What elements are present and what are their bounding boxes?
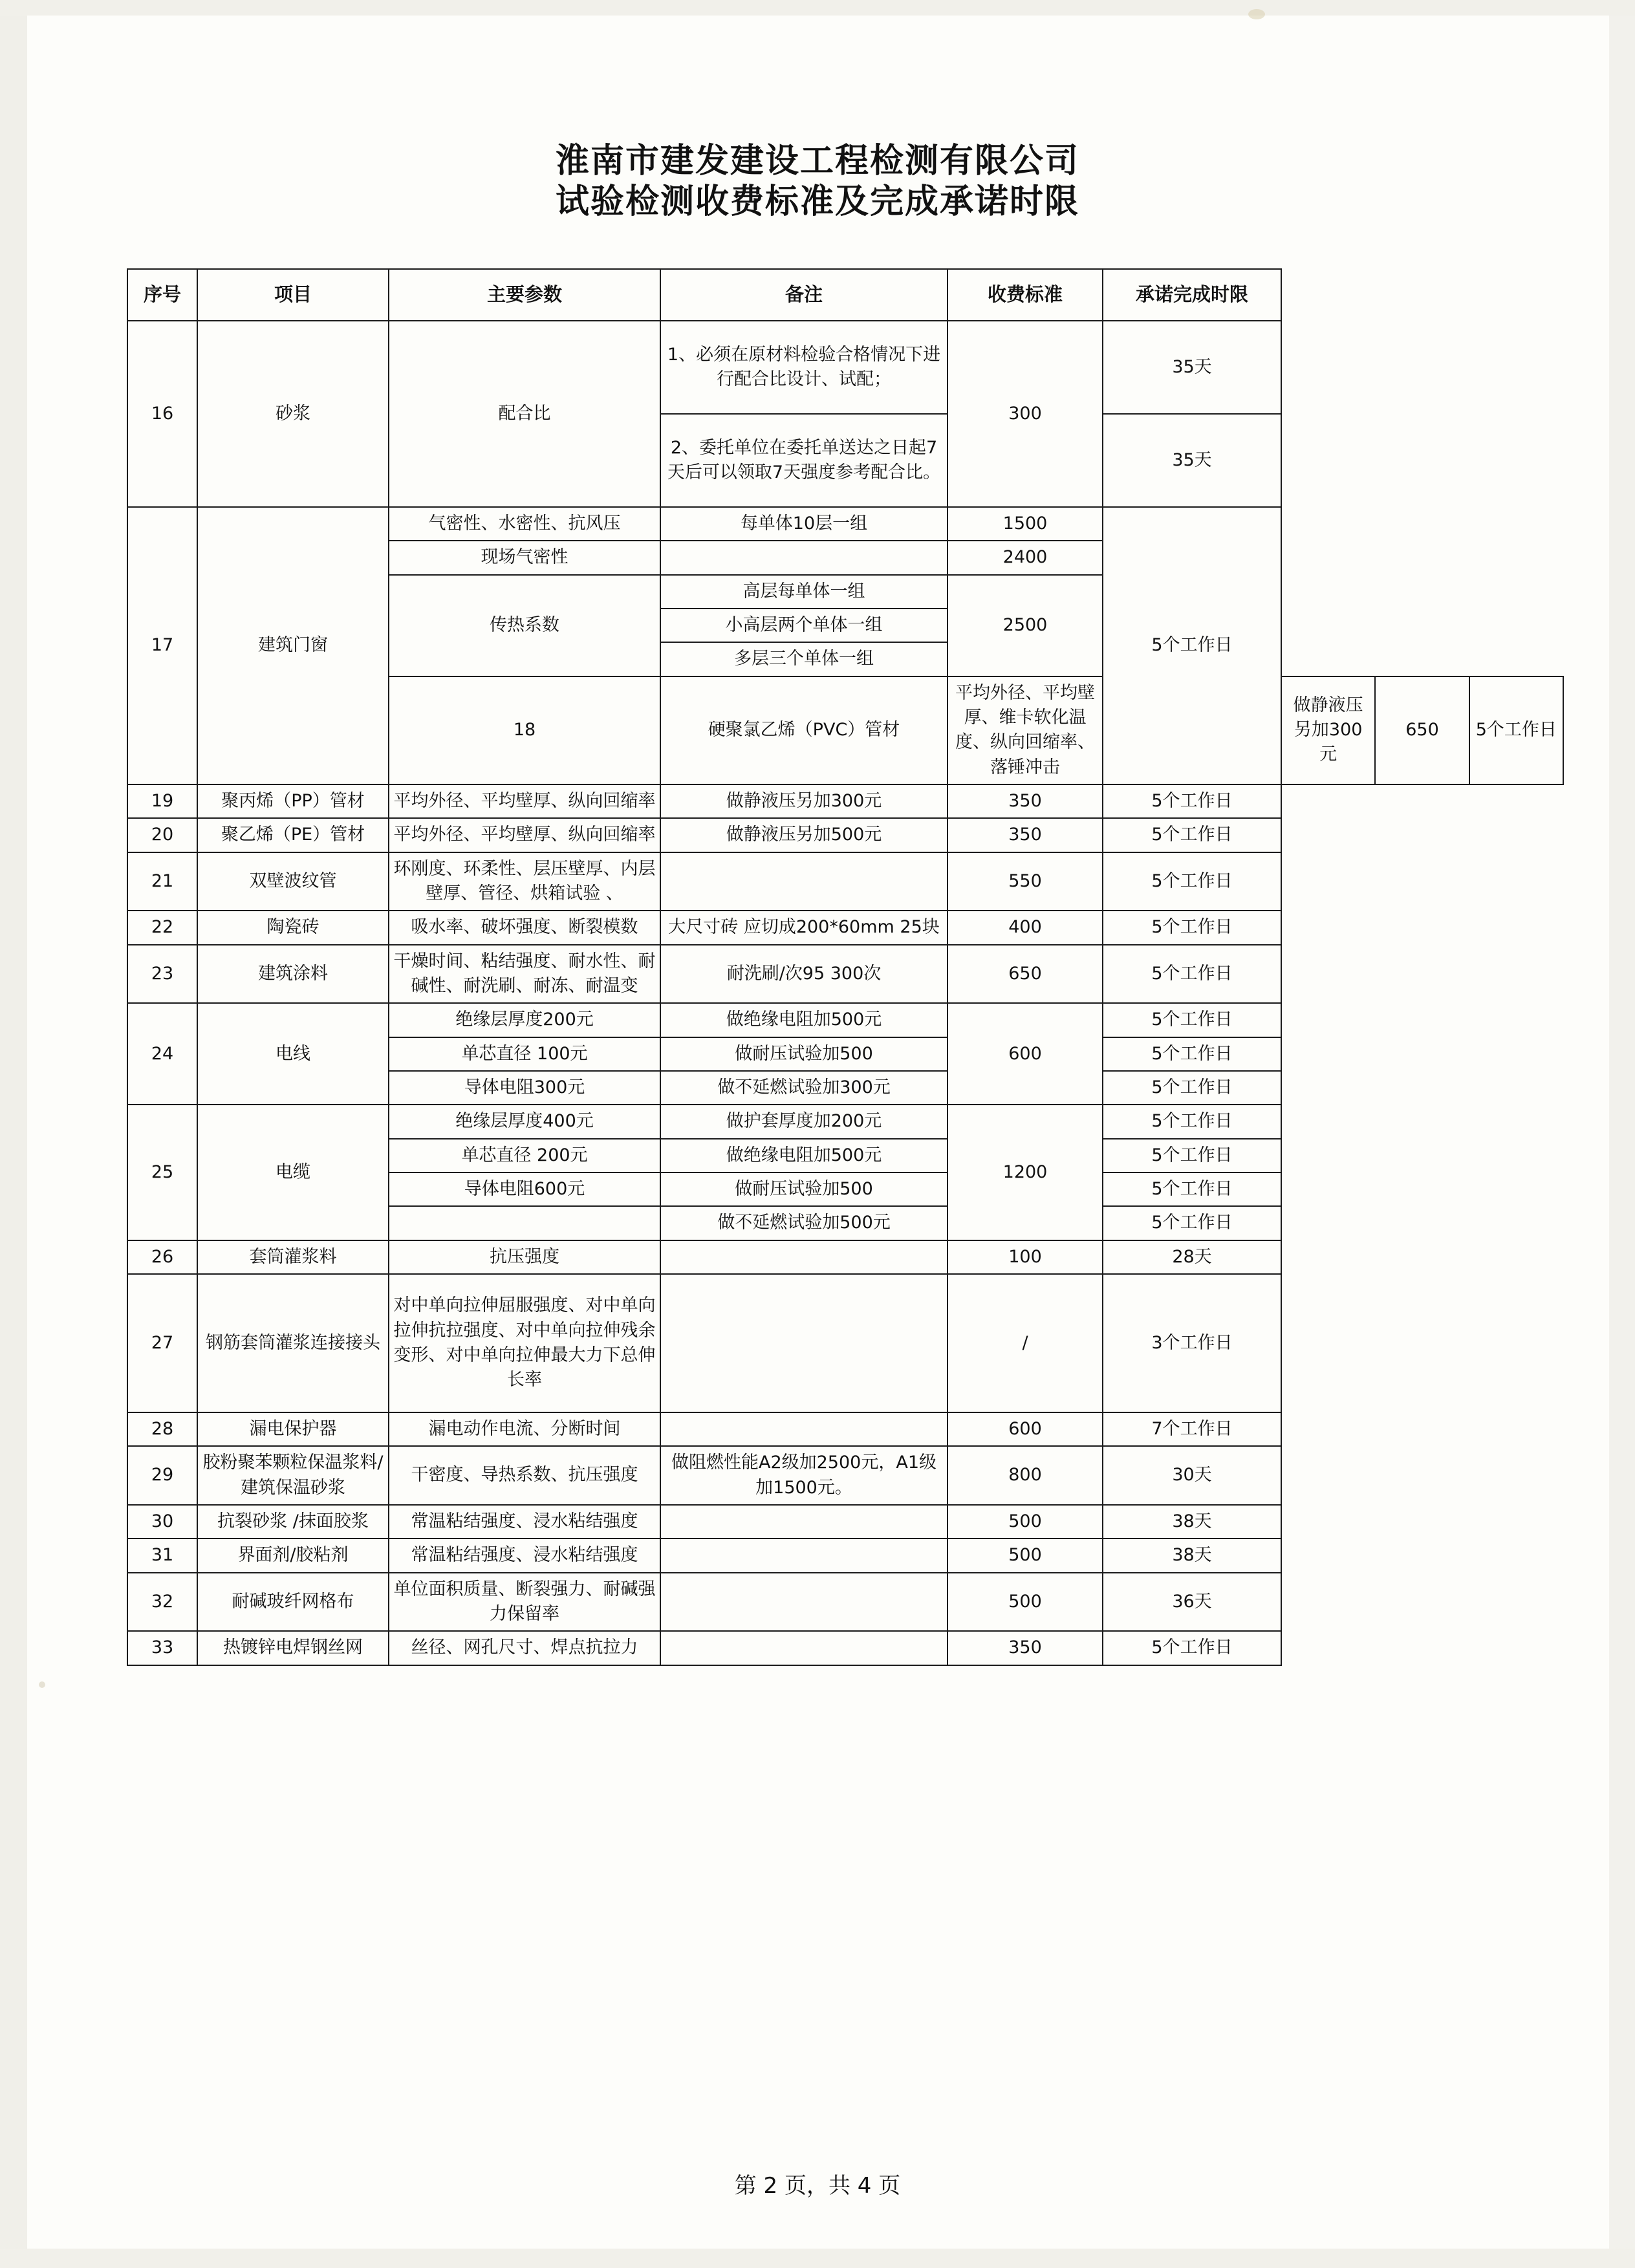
cell-seq: 28	[127, 1412, 197, 1446]
header-deadline: 承诺完成时限	[1103, 269, 1281, 321]
cell-item: 胶粉聚苯颗粒保温浆料/建筑保温砂浆	[197, 1446, 389, 1505]
cell-remark: 2、委托单位在委托单送达之日起7天后可以领取7天强度参考配合比。	[660, 414, 947, 507]
cell-params: 平均外径、平均壁厚、纵向回缩率	[389, 818, 660, 852]
cell-deadline: 5个工作日	[1103, 911, 1281, 944]
table-row	[127, 1539, 1563, 1572]
cell-fee: 350	[947, 818, 1103, 852]
cell-seq: 30	[127, 1505, 197, 1539]
cell-item: 耐碱玻纤网格布	[197, 1573, 389, 1632]
cell-item: 硬聚氯乙烯（PVC）管材	[660, 676, 947, 784]
cell-item: 界面剂/胶粘剂	[197, 1539, 389, 1572]
cell-fee: 300	[947, 321, 1103, 507]
cell-fee: 600	[947, 1003, 1103, 1105]
cell-deadline: 38天	[1103, 1505, 1281, 1539]
cell-deadline: 5个工作日	[1103, 507, 1281, 784]
cell-fee: 350	[947, 784, 1103, 818]
table-row	[127, 911, 1563, 944]
cell-deadline: 7个工作日	[1103, 1412, 1281, 1446]
paper-edge-right	[1609, 0, 1635, 2268]
cell-item: 漏电保护器	[197, 1412, 389, 1446]
cell-params: 吸水率、破坏强度、断裂模数	[389, 911, 660, 944]
cell-deadline: 5个工作日	[1103, 1071, 1281, 1105]
company-name: 淮南市建发建设工程检测有限公司	[555, 142, 1079, 180]
cell-fee: 2400	[947, 541, 1103, 574]
cell-seq: 17	[127, 507, 197, 784]
cell-fee: 650	[1375, 676, 1469, 784]
header-params: 主要参数	[389, 269, 660, 321]
table-header-row	[127, 269, 1563, 321]
cell-deadline: 5个工作日	[1103, 818, 1281, 852]
cell-seq: 29	[127, 1446, 197, 1505]
cell-seq: 16	[127, 321, 197, 507]
table-row	[127, 818, 1563, 852]
header-seq: 序号	[127, 269, 197, 321]
cell-params: 对中单向拉伸屈服强度、对中单向拉伸抗拉强度、对中单向拉伸残余变形、对中单向拉伸最大力下总伸长率	[389, 1274, 660, 1412]
document-title	[0, 141, 1635, 223]
table-row	[127, 945, 1563, 1004]
cell-deadline: 5个工作日	[1103, 945, 1281, 1004]
scan-smudge	[1248, 9, 1265, 19]
table-row	[127, 852, 1563, 911]
cell-deadline: 5个工作日	[1103, 784, 1281, 818]
cell-remark: 做耐压试验加500	[660, 1037, 947, 1071]
scan-smudge-secondary	[39, 1681, 45, 1688]
cell-remark	[660, 541, 947, 574]
cell-params: 单芯直径 100元	[389, 1037, 660, 1071]
cell-deadline: 5个工作日	[1103, 1172, 1281, 1206]
cell-remark: 做护套厚度加200元	[660, 1105, 947, 1138]
table-row	[127, 1446, 1563, 1505]
cell-fee: 800	[947, 1446, 1103, 1505]
header-remark: 备注	[660, 269, 947, 321]
cell-params: 抗压强度	[389, 1240, 660, 1274]
table-row	[127, 1573, 1563, 1632]
table-row	[127, 1105, 1563, 1138]
cell-item: 陶瓷砖	[197, 911, 389, 944]
cell-remark	[660, 1539, 947, 1572]
cell-params: 常温粘结强度、浸水粘结强度	[389, 1539, 660, 1572]
cell-item: 电线	[197, 1003, 389, 1105]
cell-fee: 100	[947, 1240, 1103, 1274]
cell-remark: 做静液压另加500元	[660, 818, 947, 852]
cell-remark: 每单体10层一组	[660, 507, 947, 541]
cell-fee: 550	[947, 852, 1103, 911]
cell-deadline: 30天	[1103, 1446, 1281, 1505]
cell-deadline: 28天	[1103, 1240, 1281, 1274]
cell-deadline: 5个工作日	[1103, 1631, 1281, 1665]
cell-item: 钢筋套筒灌浆连接接头	[197, 1274, 389, 1412]
cell-params: 常温粘结强度、浸水粘结强度	[389, 1505, 660, 1539]
cell-item: 电缆	[197, 1105, 389, 1240]
cell-params: 丝径、网孔尺寸、焊点抗拉力	[389, 1631, 660, 1665]
cell-item: 双壁波纹管	[197, 852, 389, 911]
cell-seq: 26	[127, 1240, 197, 1274]
cell-remark	[660, 1573, 947, 1632]
fee-standard-table	[127, 268, 1564, 1666]
cell-deadline: 3个工作日	[1103, 1274, 1281, 1412]
cell-deadline: 5个工作日	[1103, 1139, 1281, 1172]
cell-seq: 18	[389, 676, 660, 784]
cell-remark	[660, 1631, 947, 1665]
cell-params: 绝缘层厚度400元	[389, 1105, 660, 1138]
cell-fee: 650	[947, 945, 1103, 1004]
table-row	[127, 1631, 1563, 1665]
cell-params: 干燥时间、粘结强度、耐水性、耐碱性、耐洗刷、耐冻、耐温变	[389, 945, 660, 1004]
cell-params: 干密度、导热系数、抗压强度	[389, 1446, 660, 1505]
table-row	[127, 1505, 1563, 1539]
cell-params: 导体电阻600元	[389, 1172, 660, 1206]
cell-params: 气密性、水密性、抗风压	[389, 507, 660, 541]
cell-seq: 32	[127, 1573, 197, 1632]
cell-params: 配合比	[389, 321, 660, 507]
cell-remark: 做绝缘电阻加500元	[660, 1139, 947, 1172]
document-subtitle: 试验检测收费标准及完成承诺时限	[555, 182, 1079, 222]
cell-params: 漏电动作电流、分断时间	[389, 1412, 660, 1446]
cell-params: 单位面积质量、断裂强力、耐碱强力保留率	[389, 1573, 660, 1632]
cell-remark: 多层三个单体一组	[660, 642, 947, 676]
cell-remark: 1、必须在原材料检验合格情况下进行配合比设计、试配；	[660, 321, 947, 414]
cell-item: 抗裂砂浆 /抹面胶浆	[197, 1505, 389, 1539]
cell-params: 绝缘层厚度200元	[389, 1003, 660, 1037]
cell-params: 平均外径、平均壁厚、维卡软化温度、纵向回缩率、落锤冲击	[947, 676, 1103, 784]
cell-seq: 24	[127, 1003, 197, 1105]
cell-item: 建筑涂料	[197, 945, 389, 1004]
cell-remark: 做不延燃试验加300元	[660, 1071, 947, 1105]
cell-deadline: 5个工作日	[1103, 852, 1281, 911]
cell-item: 建筑门窗	[197, 507, 389, 784]
cell-item: 砂浆	[197, 321, 389, 507]
page-footer: 第 2 页，共 4 页	[734, 2173, 901, 2199]
cell-params: 导体电阻300元	[389, 1071, 660, 1105]
cell-item: 聚乙烯（PE）管材	[197, 818, 389, 852]
cell-deadline: 35天	[1103, 321, 1281, 414]
cell-remark: 做阻燃性能A2级加2500元，A1级加1500元。	[660, 1446, 947, 1505]
table-row	[127, 1003, 1563, 1037]
cell-remark	[660, 1412, 947, 1446]
cell-seq: 21	[127, 852, 197, 911]
cell-remark	[660, 1274, 947, 1412]
cell-seq: 27	[127, 1274, 197, 1412]
cell-params: 平均外径、平均壁厚、纵向回缩率	[389, 784, 660, 818]
cell-seq: 19	[127, 784, 197, 818]
cell-fee: 500	[947, 1573, 1103, 1632]
cell-remark	[660, 1240, 947, 1274]
cell-remark: 做静液压另加300元	[1281, 676, 1375, 784]
cell-item: 聚丙烯（PP）管材	[197, 784, 389, 818]
cell-remark: 高层每单体一组	[660, 575, 947, 609]
cell-params: 现场气密性	[389, 541, 660, 574]
table-row	[127, 1240, 1563, 1274]
cell-deadline: 5个工作日	[1103, 1037, 1281, 1071]
cell-item: 热镀锌电焊钢丝网	[197, 1631, 389, 1665]
cell-seq: 31	[127, 1539, 197, 1572]
table-row	[127, 1412, 1563, 1446]
cell-remark: 做绝缘电阻加500元	[660, 1003, 947, 1037]
header-fee: 收费标准	[947, 269, 1103, 321]
cell-remark	[660, 852, 947, 911]
cell-params: 单芯直径 200元	[389, 1139, 660, 1172]
cell-remark	[660, 1505, 947, 1539]
cell-fee: 1200	[947, 1105, 1103, 1240]
cell-fee: /	[947, 1274, 1103, 1412]
cell-fee: 2500	[947, 575, 1103, 676]
cell-deadline: 5个工作日	[1103, 1003, 1281, 1037]
cell-params: 传热系数	[389, 575, 660, 676]
paper-edge-left	[0, 0, 27, 2268]
cell-deadline: 5个工作日	[1469, 676, 1563, 784]
table-row	[127, 321, 1563, 414]
table-row	[127, 784, 1563, 818]
cell-params: 环刚度、环柔性、层压壁厚、内层壁厚、管径、烘箱试验 、	[389, 852, 660, 911]
cell-fee: 350	[947, 1631, 1103, 1665]
cell-remark: 小高层两个单体一组	[660, 609, 947, 642]
cell-deadline: 5个工作日	[1103, 1206, 1281, 1240]
table-row	[127, 507, 1563, 541]
cell-fee: 500	[947, 1505, 1103, 1539]
cell-remark: 做不延燃试验加500元	[660, 1206, 947, 1240]
header-item: 项目	[197, 269, 389, 321]
paper-edge-bottom	[0, 2249, 1635, 2268]
cell-fee: 600	[947, 1412, 1103, 1446]
cell-fee: 500	[947, 1539, 1103, 1572]
cell-remark: 做耐压试验加500	[660, 1172, 947, 1206]
cell-fee: 1500	[947, 507, 1103, 541]
cell-fee: 400	[947, 911, 1103, 944]
table-row	[127, 1274, 1563, 1412]
paper-edge-top	[0, 0, 1635, 16]
cell-remark: 耐洗刷/次95 300次	[660, 945, 947, 1004]
cell-seq: 33	[127, 1631, 197, 1665]
cell-params	[389, 1206, 660, 1240]
cell-remark: 大尺寸砖 应切成200*60mm 25块	[660, 911, 947, 944]
cell-item: 套筒灌浆料	[197, 1240, 389, 1274]
cell-seq: 20	[127, 818, 197, 852]
cell-remark: 做静液压另加300元	[660, 784, 947, 818]
cell-deadline: 5个工作日	[1103, 1105, 1281, 1138]
cell-seq: 25	[127, 1105, 197, 1240]
cell-deadline: 35天	[1103, 414, 1281, 507]
cell-deadline: 38天	[1103, 1539, 1281, 1572]
cell-seq: 23	[127, 945, 197, 1004]
cell-deadline: 36天	[1103, 1573, 1281, 1632]
cell-seq: 22	[127, 911, 197, 944]
